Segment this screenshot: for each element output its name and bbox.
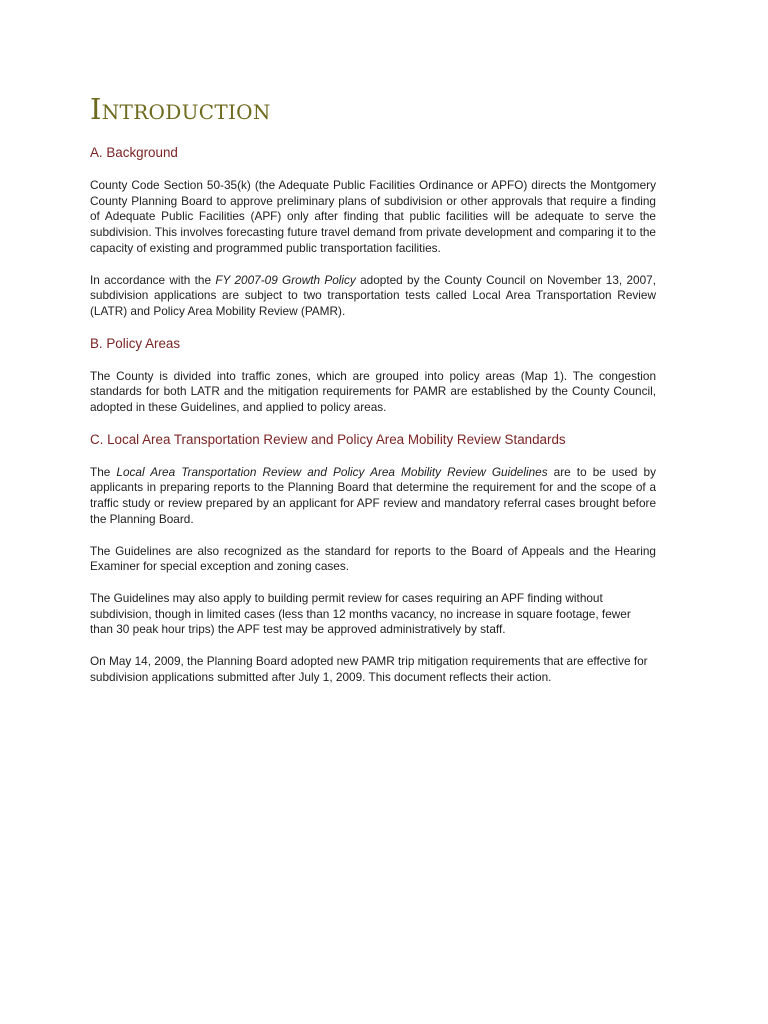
- paragraph-review-standards-1: [90, 465, 656, 528]
- paragraph-review-standards-3: The Guidelines may also apply to building permit review for cases requiring an APF finding without subdivision, though in limited cases (less than 12 months vacancy, no increase in square footage, fewer than 30 peak hour trips) the APF test may be approved administratively by staff.: [90, 590, 631, 637]
- document-content: [90, 92, 656, 701]
- guidelines-title: Local Area Transportation Review and Policy Area Mobility Review Guidelines: [116, 464, 548, 479]
- page-title: Introduction: [90, 92, 271, 126]
- section-heading-background: A. Background: [90, 145, 178, 160]
- paragraph-background-1: County Code Section 50-35(k) (the Adequate Public Facilities Ordinance or APFO) directs the Montgomery County Planning Board to approve preliminary plans of subdivision or other approvals that require a finding of Adequate Public Facilities (APF) only after finding that public facilities will be adequate to serve the subdivision. This involves forecasting future travel demand from private development and comparing it to the capacity of existing and programmed public transportation facilities.: [90, 178, 656, 255]
- growth-policy-title: FY 2007-09 Growth Policy: [215, 272, 356, 287]
- section-heading-review-standards: C. Local Area Transportation Review and Policy Area Mobility Review Standards: [90, 431, 566, 447]
- paragraph-text-after: are to be used by applicants in preparing reports to the Planning Board that determine the requirement for and the scope of a traffic study or review prepared by an applicant for APF review and mandatory referral cases brought before the Planning Board.: [90, 464, 656, 526]
- paragraph-text-before: In accordance with the: [90, 272, 216, 287]
- paragraph-background-2: [90, 273, 656, 320]
- paragraph-review-standards-2: The Guidelines are also recognized as the standard for reports to the Board of Appeals and the Hearing Examiner for special exception and zoning cases.: [90, 543, 656, 574]
- paragraph-text-after: adopted by the County Council on November 13, 2007, subdivision applications are subject to two transportation tests called Local Area Transportation Review (LATR) and Policy Area Mobility Review (PAMR).: [90, 272, 656, 318]
- paragraph-policy-areas-1: The County is divided into traffic zones, which are grouped into policy areas (Map 1). The congestion standards for both LATR and the mitigation requirements for PAMR are established by the County Council, adopted in these Guidelines, and applied to policy areas.: [90, 368, 656, 415]
- paragraph-text-before: The: [90, 464, 117, 479]
- paragraph-review-standards-4: On May 14, 2009, the Planning Board adopted new PAMR trip mitigation requirements that are effective for subdivision applications submitted after July 1, 2009. This document reflects their action.: [90, 654, 648, 684]
- section-heading-policy-areas: B. Policy Areas: [90, 335, 181, 351]
